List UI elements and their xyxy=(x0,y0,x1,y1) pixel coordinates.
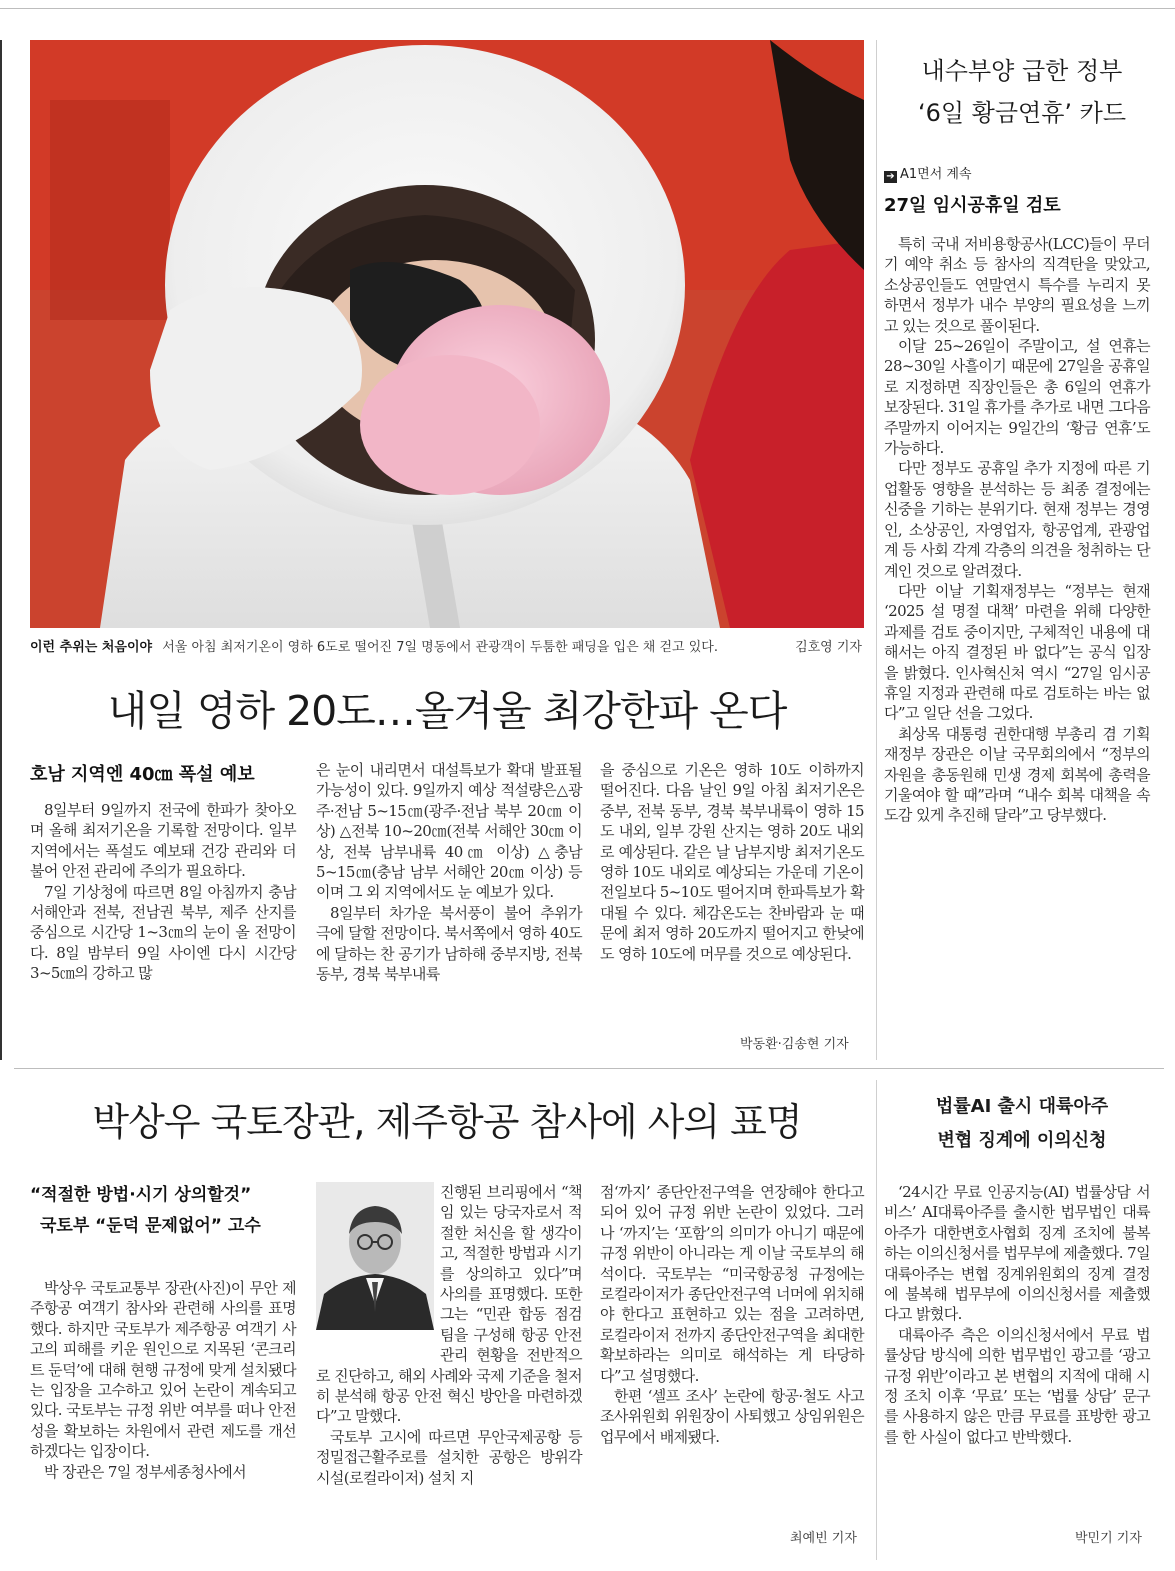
article2-column-1 xyxy=(30,1278,296,1482)
sidebar1-subhead: 27일 임시공휴일 검토 xyxy=(884,195,1061,216)
sidebar2-paragraph: 대륙아주 측은 이의신청서에서 무료 법률상담 방식에 의한 법무법인 광고를 ‘광고 규정 위반’이라고 본 변협의 지적에 대해 시정 조치 이후 ‘무료’ 또는 ‘법률 상담’ 문구를 사용하지 않은 만큼 무료를 표방한 광고를 한 사실이 없다고 반박했다. xyxy=(884,1325,1150,1446)
photo-credit: 김호영 기자 xyxy=(795,640,862,655)
sidebar1-paragraph: 다만 정부도 공휴일 추가 지정에 따른 기업활동 영향을 분석하는 등 최종 결정에는 신중을 기하는 분위기다. 현재 정부는 경영인, 소상공인, 자영업자, 항공업계, 관광업계 등 사회 각계 각층의 의견을 청취하는 단계인 것으로 알려졌다. xyxy=(884,459,1150,580)
article2-paragraph-text: 진행된 브리핑에서 “책임 있는 당국자로서 적절한 처신을 할 생각이고, 적절한 방법과 시기를 상의하고 있다”며 사의를 표명했다. 또한 그는 “민관 합동 점검팀을 구성해 항공 안전 관리 현황을 전반적으로 진단하고, 해외 사례와 국제 기준을 철저히 분석해 항공 안전 혁신 방안을 마련하겠다”고 말했다. xyxy=(316,1183,582,1426)
caption-text: 서울 아침 최저기온이 영하 6도로 떨어진 7일 명동에서 관광객이 두툼한 패딩을 입은 채 걷고 있다. xyxy=(162,640,718,655)
caption-title: 이런 추위는 처음이야 xyxy=(30,640,153,655)
article2-paragraph: 한편 ‘셀프 조사’ 논란에 항공·철도 사고조사위원회 위원장이 사퇴했고 상임위원은 업무에서 배제됐다. xyxy=(600,1387,864,1446)
sidebar1-paragraph: 최상목 대통령 권한대행 부총리 겸 기획재정부 장관은 이날 국무회의에서 “정부의 자원을 총동원해 민생 경제 회복에 총력을 기울여야 할 때”라며 “내수 회복 대책을 속도감 있게 추진해 달라”고 당부했다. xyxy=(884,724,1150,825)
article1-paragraph: 8일부터 9일까지 전국에 한파가 찾아오며 올해 최저기온을 기록할 전망이다. 일부 지역에서는 폭설도 예보돼 건강 관리와 더불어 안전 관리에 주의가 필요하다. xyxy=(30,801,296,881)
article2-column-2 xyxy=(316,1182,582,1488)
sidebar1-headline xyxy=(884,50,1160,134)
photo-caption xyxy=(30,636,864,655)
article2-headline: 박상우 국토장관, 제주항공 참사에 사의 표명 xyxy=(92,1100,802,1144)
article2-paragraph: 박 장관은 7일 정부세종청사에서 xyxy=(44,1462,247,1481)
article1-headline: 내일 영하 20도…올겨울 최강한파 온다 xyxy=(107,687,787,735)
article2-paragraph: 국토부 고시에 따르면 무안국제공항 등 정밀접근활주로를 설치한 공항은 방위각 시설(로컬라이저) 설치 지 xyxy=(316,1427,582,1487)
article1-paragraph: 을 중심으로 기온은 영하 10도 이하까지 떨어진다. 다음 날인 9일 아침 최저기온은 중부, 전북 동부, 경북 북부내륙이 영하 15도 내외, 일부 강원 산지는 영하 20도 내외로 예상된다. 같은 날 남부지방 최저기온도 영하 10도 내외로 예상되는 가운데 기온이 전일보다 5~10도 떨어지며 한파특보가 확대될 수 있다. 체감온도는 찬바람과 눈 때문에 최저 영하 20도까지 떨어지고 한낮에도 영하 10도에 머무를 것으로 예상된다. xyxy=(600,761,864,963)
continued-from-label xyxy=(884,163,972,183)
sidebar2-headline-line: 변협 징계에 이의신청 xyxy=(937,1130,1107,1151)
article1-paragraph: 은 눈이 내리면서 대설특보가 확대 발표될 가능성이 있다. 9일까지 예상 적설량은△광주·전남 5~15㎝(광주·전남 북부 20㎝ 이상) △전북 10~20㎝(전북 서해안 30㎝ 이상, 전북 남부내륙 40㎝ 이상) △충남 5~15㎝(충남 남부 서해안 20㎝ 이상) 등이며 그 외 지역에서도 눈 예보가 있다. xyxy=(316,761,582,902)
jump-text: A1면서 계속 xyxy=(900,167,972,182)
left-rule xyxy=(0,40,2,1060)
article1-column-1 xyxy=(30,800,296,984)
sidebar2-headline-line: 법률AI 출시 대륙아주 xyxy=(935,1096,1109,1117)
article2-paragraph: 점‘까지’ 종단안전구역을 연장해야 한다고 되어 있어 규정 위반 논란이 있었다. 그러나 ‘까지’는 ‘포함’의 의미가 아니기 때문에 규정 위반이 아니라는 게 이날 국토부의 해석이다. 국토부는 “미국항공청 규정에는 로컬라이저가 종단안전구역 너머에 위치해야 한다고 표현하고 있는 점을 고려하면, 로컬라이저 전까지 종단안전구역을 최대한 확보하라는 의미로 해석하는 게 타당하다”고 설명했다. xyxy=(600,1183,864,1385)
article1-byline: 박동환·김송현 기자 xyxy=(740,1037,849,1052)
sidebar1-paragraph: 특히 국내 저비용항공사(LCC)들이 무더기 예약 취소 등 참사의 직격탄을 맞았고, 소상공인들도 연말연시 특수를 누리지 못하면서 정부가 내수 부양의 필요성을 느끼고 있는 것으로 풀이된다. xyxy=(884,235,1150,335)
portrait-spacer xyxy=(316,1182,440,1350)
article2-paragraph: 박상우 국토교통부 장관(사진)이 무안 제주항공 여객기 참사와 관련해 사의를 표명했다. 하지만 국토부가 제주항공 여객기 사고의 피해를 키운 원인으로 지목된 ‘콘크리트 둔덕’에 대해 현행 규정에 맞게 설치됐다는 입장을 고수하고 있어 논란이 계속되고 있다. 국토부는 규정 위반 여부를 떠나 안전성을 확보하는 차원에서 관련 제도를 개선하겠다는 입장이다. xyxy=(30,1279,296,1461)
sidebar2-headline xyxy=(884,1090,1160,1158)
column-divider xyxy=(876,1080,877,1560)
sidebar1-headline-line: ‘6일 황금연휴’ 카드 xyxy=(917,99,1127,127)
sidebar2-body xyxy=(884,1182,1150,1447)
sidebar1-body xyxy=(884,234,1150,826)
article2-byline: 최예빈 기자 xyxy=(790,1531,857,1546)
article1-subhead: 호남 지역엔 40㎝ 폭설 예보 xyxy=(30,764,255,785)
article1-column-2 xyxy=(316,760,582,984)
sidebar1-paragraph: 이달 25~26일이 주말이고, 설 연휴는 28~30일 사흘이기 때문에 27일을 공휴일로 지정하면 직장인들은 총 6일의 연휴가 보장된다. 31일 휴가를 추가로 내면 그다음 주말까지 이어지는 9일간의 ‘황금 연휴’도 가능하다. xyxy=(884,337,1150,458)
article2-paragraph xyxy=(316,1182,582,1427)
article2-subhead-line: “적절한 방법·시기 상의할것” xyxy=(30,1185,252,1205)
sidebar2-byline: 박민기 기자 xyxy=(1075,1531,1142,1546)
top-rule xyxy=(0,8,1175,9)
article1-column-3 xyxy=(600,760,864,964)
article2-subhead-line: 국토부 “둔덕 문제없어” 고수 xyxy=(40,1216,261,1236)
article1-paragraph: 7일 기상청에 따르면 8일 아침까지 충남 서해안과 전북, 전남권 북부, 제주 산지를 중심으로 시간당 1~3㎝의 눈이 올 전망이다. 8일 밤부터 9일 사이엔 다시 시간당 3~5㎝의 강하고 많 xyxy=(30,882,296,983)
sidebar2-paragraph: ‘24시간 무료 인공지능(AI) 법률상담 서비스’ AI대륙아주를 출시한 법무법인 대륙아주가 대한변호사협회 징계 조치에 불복하는 이의신청서를 법무부에 제출했다. 7일 대륙아주는 변협 징계위원회의 징계 결정에 불복해 법무부에 이의신청서를 제출했다고 밝혔다. xyxy=(884,1183,1150,1324)
arrow-right-icon: ➔ xyxy=(884,171,897,183)
article1-paragraph: 8일부터 차가운 북서풍이 불어 추위가 극에 달할 전망이다. 북서쪽에서 영하 40도에 달하는 찬 공기가 남하해 중부지방, 전북 동부, 경북 북부내륙 xyxy=(316,903,582,984)
article2-column-3 xyxy=(600,1182,864,1447)
sidebar1-headline-line: 내수부양 급한 정부 xyxy=(921,57,1123,85)
column-divider xyxy=(876,40,877,1060)
sidebar1-paragraph: 다만 이날 기획재정부는 “정부는 현재 ‘2025 설 명절 대책’ 마련을 위해 다양한 과제를 검토 중이지만, 구체적인 내용에 대해서는 아직 결정된 바 없다”는 공식 입장을 밝혔다. 인사혁신처 역시 “27일 임시공휴일 지정과 관련해 따로 검토하는 바는 없다”고 일단 선을 그었다. xyxy=(884,581,1150,723)
section-divider xyxy=(14,1068,1164,1069)
article2-subhead xyxy=(30,1180,261,1242)
news-photo xyxy=(30,40,864,628)
